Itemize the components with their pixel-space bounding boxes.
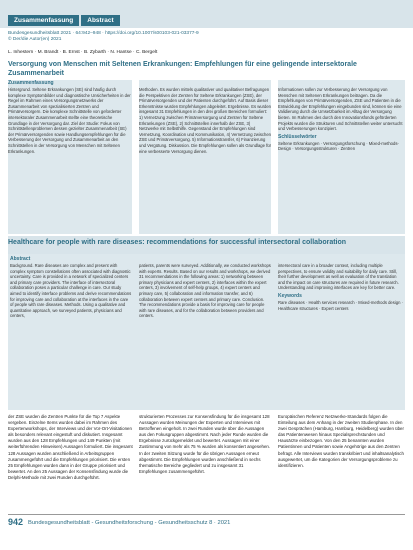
english-keywords-heading: Keywords — [278, 292, 302, 299]
german-abstract-heading: Zusammenfassung — [8, 80, 54, 86]
author-list: L. Inhestern · M. Brandt · B. Ernst · B. Zybarth · N. Hantse · C. Bergelt — [8, 50, 158, 55]
german-keywords-heading: Schlüsselwörter — [278, 133, 317, 140]
german-abstract-text-3: Informationen sollen zur Verbesserung der Versorgung von Menschen mit Seltenen Erkrankungen beitragen. Da die Empfehlungen von Primärversorgenden, ZSE und Patienten in die Entwicklung der Empfehlungen eingebunden sind, können sie eine Validierung durch die Umsetzbarkeit im Alltag der Versorgung bieten. Im Rahmen des durch den Innovationsfonds geförderten Projekts wurden die Strukturen und Schnittstellen weiter untersucht und Verbesserungen konzipiert. — [278, 87, 403, 132]
german-abstract-text-1: Hintergrund. Seltene Erkrankungen (SE) sind häufig durch komplexe Symptombilder und diagnostische Unsicherheiten in der Regel im Rahmen eines Versorgungsnetzwerks der Zusammenarbeit von spezialisierten Zentren und Primärversorgern. Die komplexe Schnittstelle von geforderter intersektoraler Zusammenarbeit stellte eine theoretische Grundlage in der Versorgung dar. Ziel der Studie: Fokus von Schnittstellenproblemen dessen gezielter Zusammenarbeit (SE) der Primärversorgenden sowie Handlungsempfehlungen für die Verbesserung der Versorgung und Zusammenarbeit an den Schnittstellen in der Versorgung von Menschen mit Seltenen Erkrankungen. — [8, 87, 131, 154]
tab-bar — [0, 0, 413, 28]
english-abstract-column-1 — [10, 256, 132, 408]
german-abstract-column-3 — [278, 80, 405, 234]
german-abstract-text-2: Methoden. Es wurden mittels qualitativer und qualitativer Befragungen die Perspektiven der Zentren für Seltene Erkrankungen (ZSE), der Primärversorgenden und der Patienten durchgeführt. Auf Basis dieser Erkenntnisse wurden Empfehlungen abgeleitet. Ergebnisse. Es wurden insgesamt 31 Empfehlungen in den drei großen Bereichen formuliert: 1) Vernetzung zwischen Primärversorgung und Zentren für Seltene Erkrankungen (ZSE), 2) Schnittstellen innerhalb der ZSE, 3) Netzwerke mit Selbsthilfe. Gegenstand der Empfehlungen sind Vernetzung, Koordination und Kommunikation, 4) Vernetzung zwischen ZSE und Primärversorgung. 5) Informationstransfer, 6) Finanzierung und Vergütung. Diskussion. Die Empfehlungen sollen als Grundlage für eine verbesserte Versorgung dienen. — [139, 87, 271, 154]
english-keywords: Rare diseases · Health services research · Mixed-methods design · Healthcare structures · Expert centers — [278, 299, 403, 311]
journal-footer: Bundesgesundheitsblatt - Gesundheitsforschung - Gesundheitsschutz 8 · 2021 — [28, 520, 231, 526]
german-keywords: Seltene Erkrankungen · Versorgungsforschung · Mixed-methods-Design · Versorgungsstrukturen · Zentren — [278, 140, 399, 152]
article-title-german: Versorgung von Menschen mit Seltenen Erkrankungen: Empfehlungen für eine gelingende intersektorale Zusammenarbeit — [8, 61, 357, 77]
tab-abstract: Abstract — [81, 15, 119, 26]
english-abstract-column-2 — [139, 263, 271, 408]
body-text-column-1: der ZSE wurden die Zentren Punkte für die Top 7 Aspekte vergeben. Einzelne Items wurden dabei im Rahmen des Expertenworkshops, der Interviews und der Vor-Ort-Visitationen als besonders relevant eingestuft und diskutiert. Insgesamt wurden aus den 128 Empfehlungen und 149 Punkten (mit weiterführenden Hinweisen) Aussagen formuliert. Die insgesamt 128 Aussagen wurden anschließend in Arbeitsgruppen zusammengeführt und die Empfehlungen priorisiert. Die ersten 25 Empfehlungen wurden dann in der Gruppe priorisiert und bewertet. An den 25 Aussagen der Konsensfindung wurde die Delphi-Methode mit zwei Runden durchgeführt. — [8, 414, 133, 480]
english-abstract-text-2: patients, parents were surveyed. Additionally, we conducted workshops with experts. Results. Based on our results and workshops, we derived 31 recommendations in the following areas: 1) networking between primary physicians and expert centers, 2) interfaces within the expert centers, 3) involvement of self-help groups, 4) expert centers and primary care, 5) collaboration and information transfer, and 6) collaboration between expert centers and primary care. Conclusion. The recommendations provide a basis for improving care for people with rare diseases, and for the collaboration between providers and centers. — [139, 263, 271, 319]
tab-zusammenfassung: Zusammenfassung — [8, 15, 79, 26]
german-abstract-column-2 — [139, 80, 271, 234]
citation-line: Bundesgesundheitsblatt 2021 · 64:942–948 · https://doi.org/10.1007/s00103-021-03377-9 — [8, 31, 199, 36]
article-title-english: Healthcare for people with rare diseases: recommendations for successful intersectoral collaboration — [8, 239, 347, 246]
footer-divider — [8, 514, 405, 515]
page-number: 942 — [8, 517, 24, 527]
copyright-line: © Der/die Autor(en) 2021 — [8, 37, 62, 42]
english-abstract-text-1: Background. Rare diseases are complex and present with complex symptom constellations often associated with diagnostic uncertainty. Care is provided in a network of specialized centers and primary care providers. The interface of intersectoral collaboration poses a particular challenge in care. Our study aimed to identify interface problems and derive recommendations for improving care and collaboration at the interfaces in the care of people with rare diseases. Methods. Using a qualitative and quantitative approach, we surveyed patients, physicians and centers, — [10, 263, 132, 319]
citation-meta — [8, 31, 199, 43]
german-abstract-column-1 — [8, 80, 132, 234]
body-text-column-3: Europäischen Referenz Netzwerke-Standards folgen die Einteilung aus dem Anhang in der zweiten Studienphase. In den zwei Gesprächen (Hamburg, Hamburg, Heidelberg) wurden über das Patientenwesen hinaus Spezialsprechstunden und Hausärzte einbezogen. Von den 25 benannten wurden Patientinnen und Patienten sowie Angehörige aus den Zentren befragt. Alle Interviews wurden transkribiert und inhaltsanalytisch ausgewertet, um die Kategorien der Versorgungsprobleme zu identifizieren. — [278, 414, 404, 468]
english-abstract-column-3 — [278, 263, 403, 408]
english-abstract-heading: Abstract — [10, 256, 31, 262]
section-tabs — [8, 15, 122, 26]
body-text-column-2: strukturierten Prozesses zur Konsensfindung für die insgesamt 128 Aussagen wurden Meinungen der Experten und Interviews mit Betroffenen eingeholt. In zwei Runden wurde über die Aussagen aus den Fokusgruppen abgestimmt. Nach jeder Runde wurden die Ergebnisse zurückgemeldet und bewertet. Aussagen mit einer Zustimmung von mehr als 75 % wurden als konsentiert angesehen. In der zweiten Sitzung wurde für die übrigen Aussagen erneut abgestimmt. Die Empfehlungen wurden anschließend in sechs thematische Bereiche gegliedert und zu insgesamt 31 Empfehlungen zusammengeführt. — [139, 414, 271, 474]
english-abstract-text-3: intersectoral care in a broader context, including multiple perspectives, to ensure validity and suitability for daily care. Still, their further development as well as evaluation of the translation and the impact on care structures are required in future research. Understanding and improving interfaces are key for better care. — [278, 263, 399, 291]
